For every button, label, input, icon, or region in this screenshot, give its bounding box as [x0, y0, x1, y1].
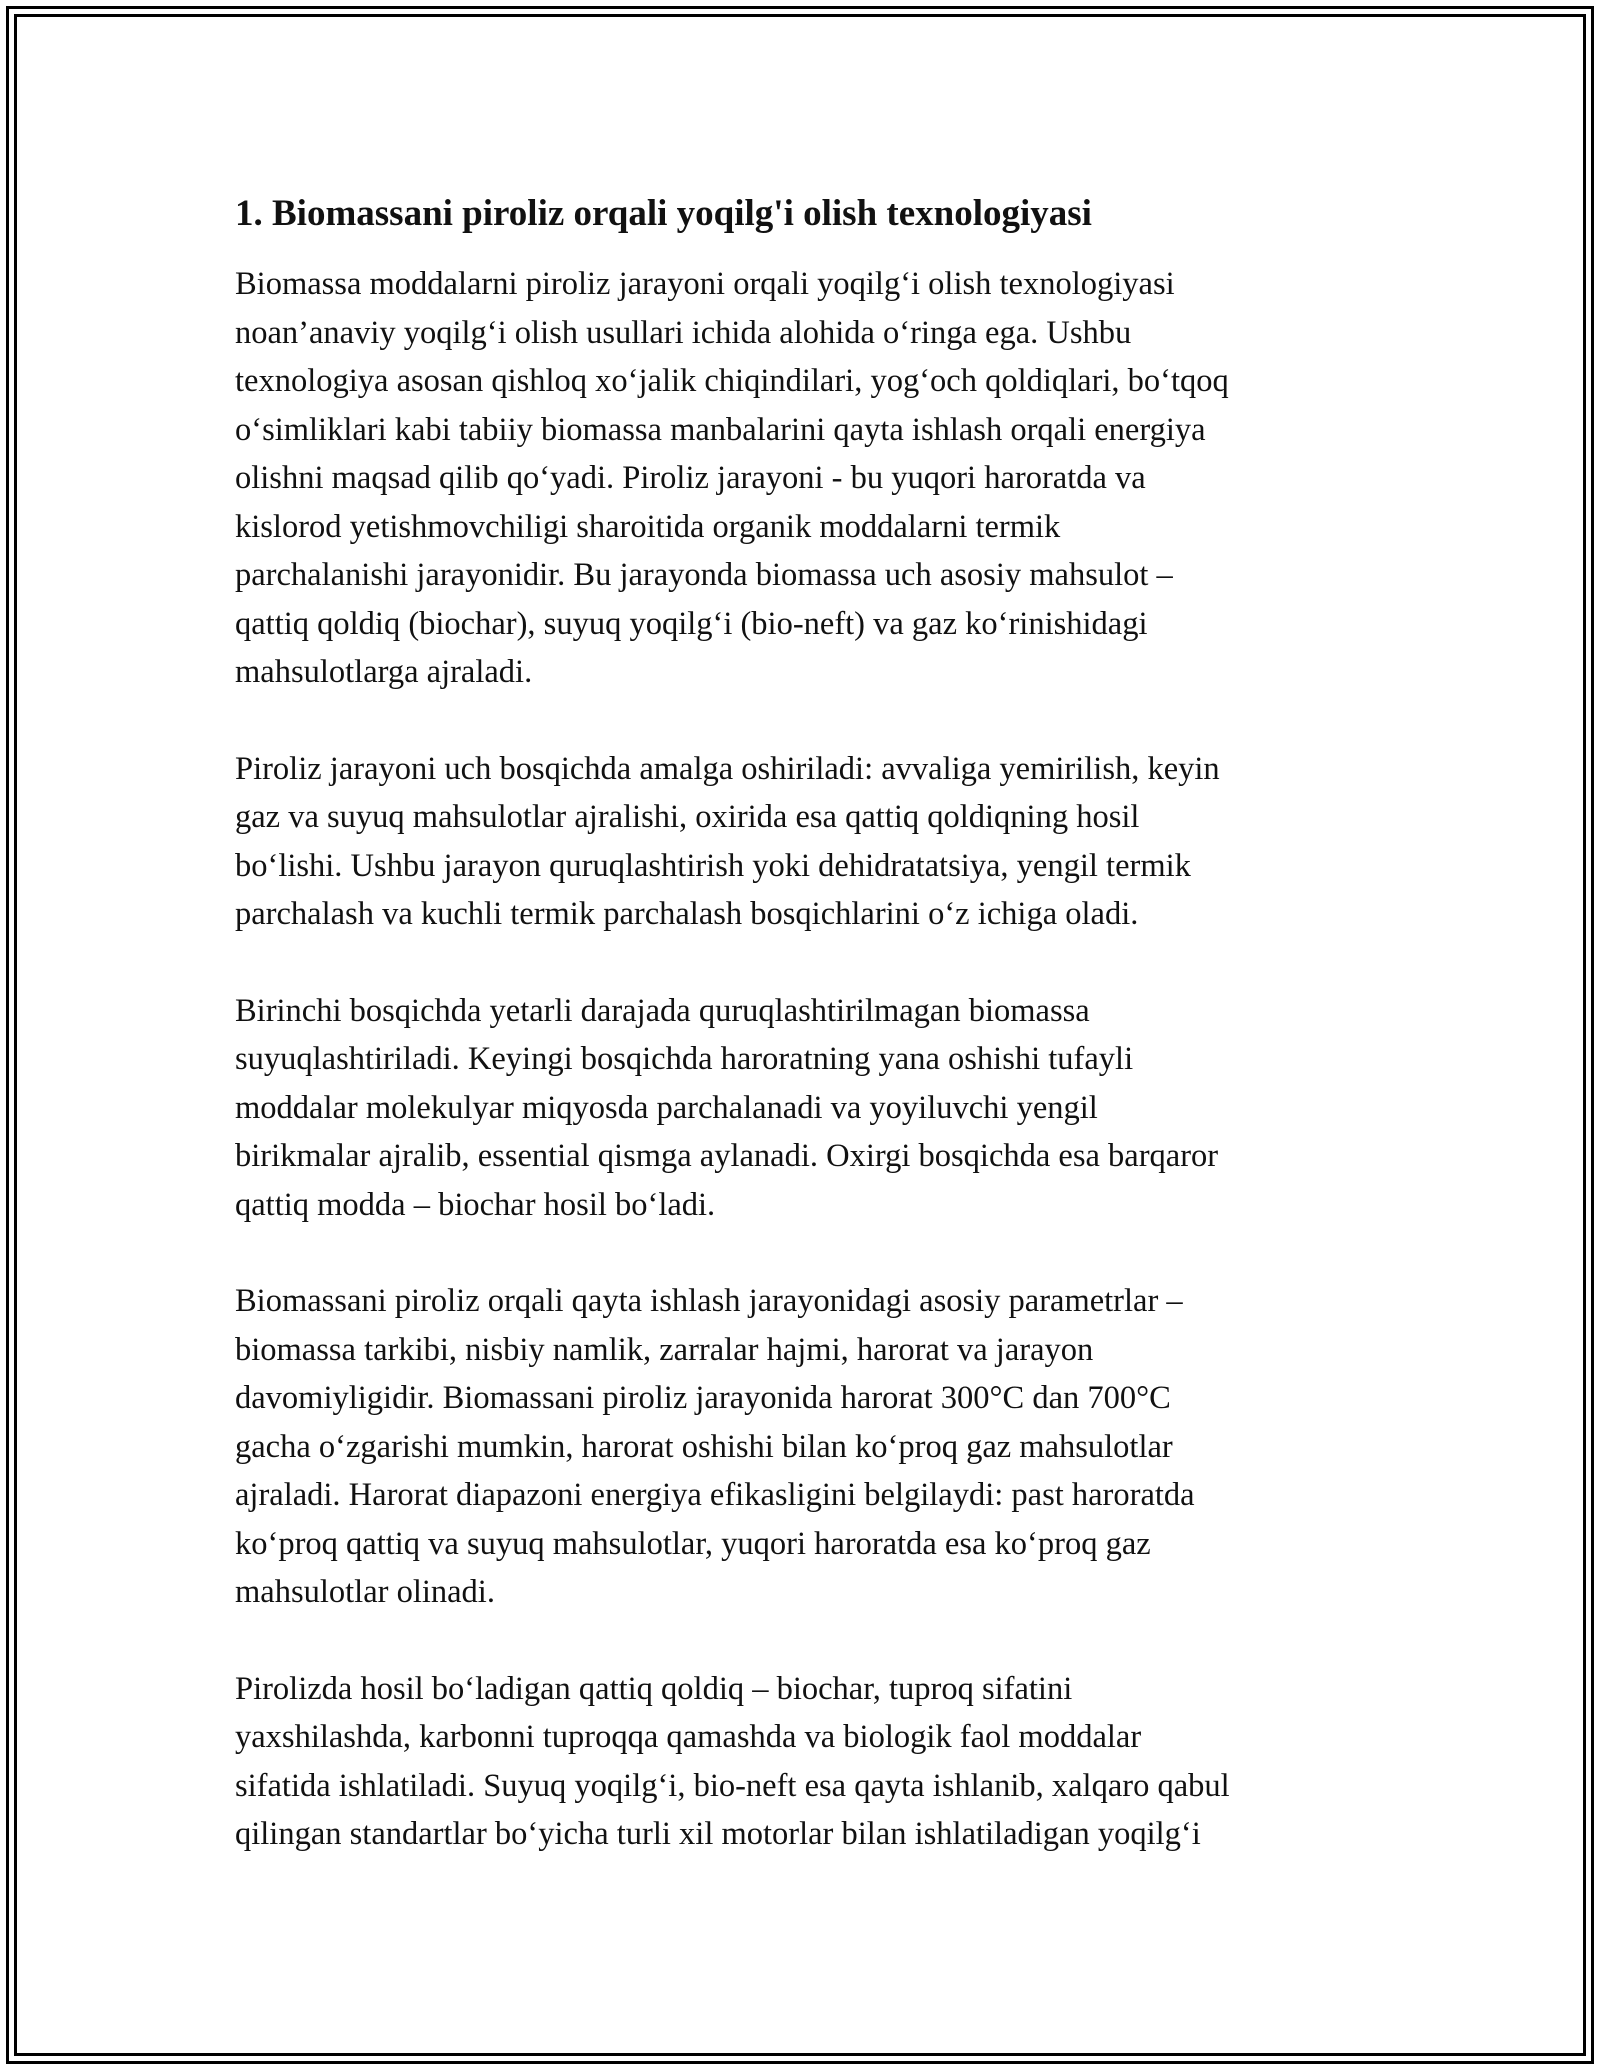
text-line: Pirolizda hosil bo‘ladigan qattiq qoldiq – biochar, tuproq sifatini [235, 1670, 1073, 1707]
text-line: sifatida ishlatiladi. Suyuq yoqilg‘i, bio-neft esa qayta ishlanib, xalqaro qabul [235, 1767, 1230, 1804]
text-line: davomiyligidir. Biomassani piroliz jarayonida harorat 300°C dan 700°C [235, 1380, 1171, 1416]
text-line: noan’anaviy yoqilg‘i olish usullari ichida alohida o‘ringa ega. Ushbu [235, 314, 1132, 351]
paragraph-biochar [235, 1665, 1375, 1859]
text-line: parchalash va kuchli termik parchalash bosqichlarini o‘z ichiga oladi. [235, 896, 1139, 932]
text-line: mahsulotlar olinadi. [235, 1574, 495, 1610]
text-line: Biomassani piroliz orqali qayta ishlash jarayonidagi asosiy parametrlar – [235, 1283, 1183, 1319]
text-line: bo‘lishi. Ushbu jarayon quruqlashtirish yoki dehidratatsiya, yengil termik [235, 847, 1191, 884]
document-body [235, 188, 1375, 1907]
paragraph-first-stage [235, 987, 1375, 1230]
paragraph-intro [235, 260, 1375, 697]
paragraph-stages [235, 745, 1375, 939]
document-title: 1. Biomassani piroliz orqali yoqilg'i olish texnologiyasi [235, 193, 1092, 234]
text-line: ko‘proq qattiq va suyuq mahsulotlar, yuqori haroratda esa ko‘proq gaz [235, 1525, 1151, 1562]
text-line: suyuqlashtiriladi. Keyingi bosqichda haroratning yana oshishi tufayli [235, 1041, 1134, 1077]
text-line: parchalanishi jarayonidir. Bu jarayonda biomassa uch asosiy mahsulot – [235, 557, 1173, 593]
paragraph-parameters [235, 1277, 1375, 1617]
text-line: yaxshilashda, karbonni tuproqqa qamashda va biologik faol moddalar [235, 1719, 1142, 1755]
text-line: biomassa tarkibi, nisbiy namlik, zarralar hajmi, harorat va jarayon [235, 1331, 1094, 1368]
text-line: ajraladi. Harorat diapazoni energiya efikasligini belgilaydi: past haroratda [235, 1477, 1195, 1513]
text-line: gaz va suyuq mahsulotlar ajralishi, oxirida esa qattiq qoldiqning hosil [235, 799, 1140, 835]
text-line: kislorod yetishmovchiligi sharoitida organik moddalarni termik [235, 508, 1061, 545]
text-line: birikmalar ajralib, essential qismga aylanadi. Oxirgi bosqichda esa barqaror [235, 1138, 1219, 1174]
text-line: mahsulotlarga ajraladi. [235, 654, 533, 690]
text-line: texnologiya asosan qishloq xo‘jalik chiqindilari, yog‘och qoldiqlari, bo‘tqoq [235, 363, 1229, 399]
text-line: o‘simliklari kabi tabiiy biomassa manbalarini qayta ishlash orqali energiya [235, 411, 1206, 448]
text-line: qilingan standartlar bo‘yicha turli xil motorlar bilan ishlatiladigan yoqilg‘i [235, 1816, 1201, 1852]
text-line: Birinchi bosqichda yetarli darajada quruqlashtirilmagan biomassa [235, 992, 1090, 1029]
text-line: gacha o‘zgarishi mumkin, harorat oshishi bilan ko‘proq gaz mahsulotlar [235, 1428, 1173, 1465]
text-line: Biomassa moddalarni piroliz jarayoni orqali yoqilg‘i olish texnologiyasi [235, 266, 1175, 302]
text-line: moddalar molekulyar miqyosda parchalanadi va yoyiluvchi yengil [235, 1089, 1098, 1126]
text-line: Piroliz jarayoni uch bosqichda amalga oshiriladi: avvaliga yemirilish, keyin [235, 750, 1220, 787]
text-line: qattiq modda – biochar hosil bo‘ladi. [235, 1186, 716, 1223]
text-line: olishni maqsad qilib qo‘yadi. Piroliz jarayoni - bu yuqori haroratda va [235, 460, 1146, 496]
text-line: qattiq qoldiq (biochar), suyuq yoqilg‘i (bio-neft) va gaz ko‘rinishidagi [235, 605, 1148, 642]
